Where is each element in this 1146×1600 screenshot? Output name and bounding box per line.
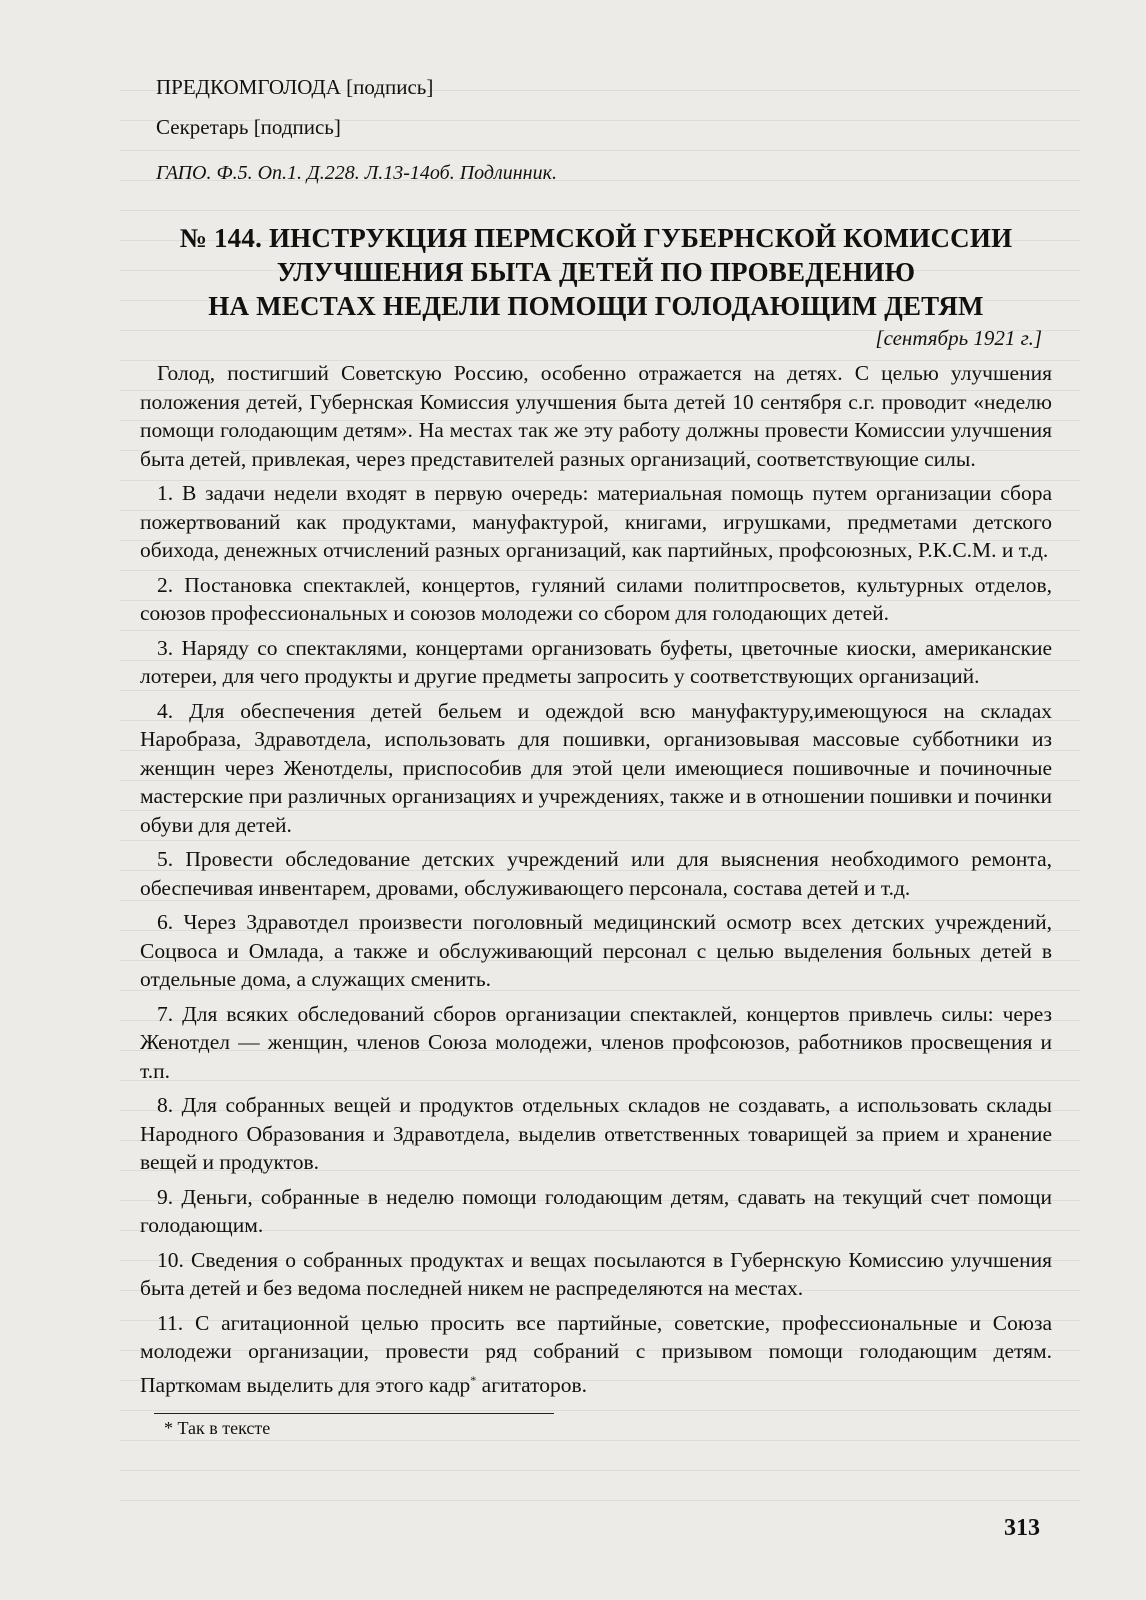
- title-line-2: УЛУЧШЕНИЯ БЫТА ДЕТЕЙ ПО ПРОВЕДЕНИЮ: [276, 257, 916, 287]
- archive-source: ГАПО. Ф.5. Оп.1. Д.228. Л.13-14об. Подлинник.: [156, 162, 557, 184]
- signature-secretary: Секретарь [подпись]: [156, 115, 341, 139]
- paragraph-item-2: 2. Постановка спектаклей, концертов, гуляний силами политпросветов, культурных отделов, союзов профессиональных и союзов молодежи со сбором для голодающих детей.: [140, 572, 1052, 625]
- paragraph-item-6: 6. Через Здравотдел произвести поголовный медицинский осмотр всех детских учреждений, Соцвоса и Омлада, а также и обслуживающий персонал с целью выделения больных детей в отдельные дома, а служащих сменить.: [140, 910, 1052, 991]
- page-number: 313: [1004, 1515, 1040, 1541]
- paragraph-item-3: 3. Наряду со спектаклями, концертами организовать буфеты, цветочные киоски, американские лотереи, для чего продукты и другие предметы запросить у соответствующих организаций.: [140, 635, 1052, 688]
- paragraph-item-1: 1. В задачи недели входят в первую очередь: материальная помощь путем организации сбора пожертвований как продуктами, мануфактурой, книгами, игрушками, предметами детского обихода, денежных отчислений разных организаций, как партийных, профсоюзных, Р.К.С.М. и т.д.: [140, 481, 1052, 562]
- page-content: [140, 74, 1052, 1439]
- paragraph-item-10: 10. Сведения о собранных продуктах и вещах посылаются в Губернскую Комиссию улучшения быта детей и без ведома последней никем не распределяются на местах.: [140, 1247, 1052, 1300]
- document-date: [сентябрь 1921 г.]: [875, 326, 1042, 350]
- paragraph-item-4: 4. Для обеспечения детей бельем и одеждой всю мануфактуру,имеющуюся на складах Наробраза, Здравотдела, использовать для пошивки, организовывая массовые субботники из женщин через Женотделы, приспособив для этой цели имеющиеся пошивочные и починочные мастерские при различных организациях и учреждениях, также и в отношении пошивки и починки обуви для детей.: [140, 698, 1052, 837]
- paragraph-item-11-tail: агитаторов.: [476, 1372, 588, 1397]
- document-title: [140, 221, 1052, 323]
- footnote-divider: [154, 1413, 554, 1414]
- paragraph-item-9: 9. Деньги, собранные в неделю помощи голодающим детям, сдавать на текущий счет помощи голодающим.: [140, 1184, 1052, 1237]
- footnote-text: * Так в тексте: [164, 1418, 271, 1439]
- paragraph-item-8: 8. Для собранных вещей и продуктов отдельных складов не создавать, а использовать склады Народного Образования и Здравотдела, выделив ответственных товарищей за прием и хранение вещей и продуктов.: [140, 1093, 1052, 1174]
- paragraph-item-11-text: 11. С агитационной целью просить все партийные, советские, профессиональные и Союза молодежи организации, провести ряд собраний с призывом помощи голодающим детям. Парткомам выделить для этого кадр: [140, 1310, 1052, 1397]
- paragraph-item-11: [140, 1309, 1052, 1400]
- title-line-1: № 144. ИНСТРУКЦИЯ ПЕРМСКОЙ ГУБЕРНСКОЙ КОМИССИИ: [179, 223, 1013, 253]
- paragraph-item-7: 7. Для всяких обследований сборов организации спектаклей, концертов привлечь силы: через Женотдел — женщин, членов Союза молодежи, членов профсоюзов, работников просвещения и т.п.: [140, 1001, 1052, 1083]
- paragraph-intro: Голод, постигший Советскую Россию, особенно отражается на детях. С целью улучшения положения детей, Губернская Комиссия улучшения быта детей 10 сентября с.г. проводит «неделю помощи голодающим детям». На местах так же эту работу должны провести Комиссии улучшения быта детей, привлекая, через представителей разных организаций, соответствующие силы.: [140, 361, 1052, 471]
- footnote-marker: *: [470, 1372, 477, 1387]
- paragraph-item-5: 5. Провести обследование детских учреждений или для выяснения необходимого ремонта, обеспечивая инвентарем, дровами, обслуживающего персонала, состава детей и т.д.: [140, 847, 1052, 900]
- title-line-3: НА МЕСТАХ НЕДЕЛИ ПОМОЩИ ГОЛОДАЮЩИМ ДЕТЯМ: [208, 291, 984, 321]
- signature-chair: ПРЕДКОМГОЛОДА [подпись]: [156, 75, 434, 99]
